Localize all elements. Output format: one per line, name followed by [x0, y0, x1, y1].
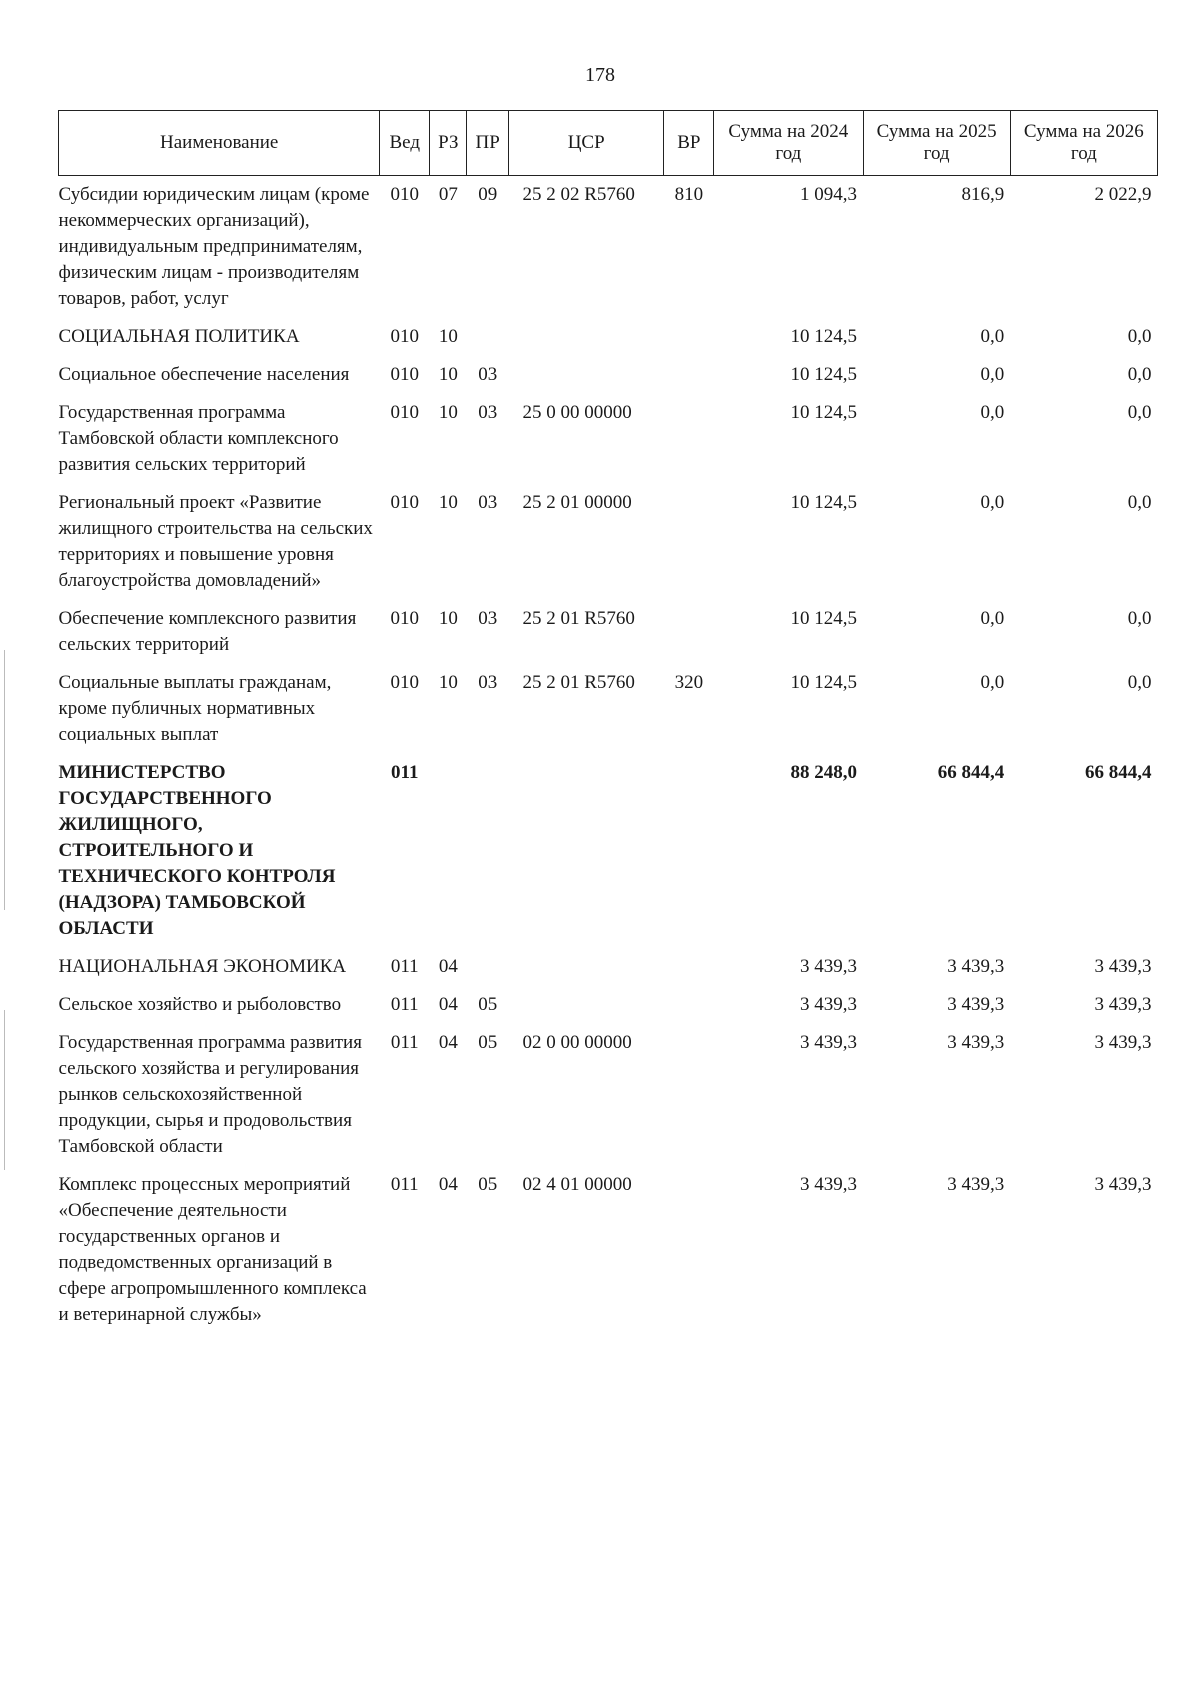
cell-ved: 011 [391, 762, 419, 783]
cell-vr: 810 [674, 184, 704, 205]
cell-sum2025: 0,0 [980, 364, 1005, 385]
cell-csr [508, 356, 664, 394]
cell-ved: 010 [390, 672, 420, 693]
cell-sum2026: 3 439,3 [1094, 1174, 1152, 1195]
cell-name: Региональный проект «Развитие жилищного строительства на сельских территориях и повышение уровня благоустройства домовладений» [58, 492, 373, 591]
scan-edge-mark [4, 650, 5, 910]
cell-vr: 320 [674, 672, 704, 693]
cell-csr: 25 2 01 00000 [522, 492, 632, 513]
cell-vr [664, 754, 714, 948]
cell-pr: 05 [478, 994, 498, 1015]
cell-sum2024: 10 124,5 [790, 608, 858, 629]
page-number: 178 [585, 64, 615, 86]
cell-sum2024: 10 124,5 [790, 492, 858, 513]
cell-vr [664, 356, 714, 394]
cell-sum2024: 3 439,3 [800, 1174, 858, 1195]
cell-csr: 02 0 00 00000 [522, 1032, 632, 1053]
cell-sum2026: 3 439,3 [1094, 1032, 1152, 1053]
cell-rz: 04 [438, 1032, 458, 1053]
header-name: Наименование [59, 111, 380, 176]
cell-sum2024: 88 248,0 [790, 762, 858, 783]
cell-rz: 04 [438, 956, 458, 977]
cell-sum2026: 0,0 [1127, 364, 1152, 385]
cell-pr: 05 [478, 1174, 498, 1195]
cell-sum2026: 3 439,3 [1094, 994, 1152, 1015]
cell-ved: 010 [390, 326, 420, 347]
cell-csr [508, 318, 664, 356]
cell-sum2026: 0,0 [1127, 492, 1152, 513]
cell-name: Государственная программа развития сельского хозяйства и регулирования рынков сельскохозяйственной продукции, сырья и продовольствия Тамбовской области [58, 1032, 362, 1157]
cell-sum2024: 10 124,5 [790, 364, 858, 385]
cell-pr: 03 [478, 364, 498, 385]
cell-sum2024: 10 124,5 [790, 402, 858, 423]
cell-rz: 10 [438, 608, 458, 629]
cell-rz: 04 [438, 994, 458, 1015]
cell-vr [664, 600, 714, 664]
cell-sum2025: 3 439,3 [947, 1032, 1005, 1053]
cell-sum2024: 10 124,5 [790, 326, 858, 347]
cell-pr [467, 754, 508, 948]
cell-ved: 010 [390, 402, 420, 423]
cell-vr [664, 484, 714, 600]
cell-vr [664, 1024, 714, 1166]
cell-sum2026: 0,0 [1127, 326, 1152, 347]
cell-csr [508, 986, 664, 1024]
cell-sum2026: 66 844,4 [1085, 762, 1152, 783]
cell-sum2025: 0,0 [980, 492, 1005, 513]
cell-rz [430, 754, 467, 948]
cell-rz: 10 [438, 364, 458, 385]
table-body [59, 176, 1158, 1335]
table-row [59, 356, 1158, 394]
cell-vr [664, 986, 714, 1024]
cell-sum2025: 0,0 [980, 326, 1005, 347]
cell-sum2026: 2 022,9 [1094, 184, 1152, 205]
budget-table [58, 110, 1158, 1334]
cell-ved: 010 [390, 492, 420, 513]
cell-rz: 10 [438, 402, 458, 423]
table-row [59, 484, 1158, 600]
table-row [59, 754, 1158, 948]
header-sum-2026: Сумма на 2026 год [1010, 111, 1157, 176]
cell-name: НАЦИОНАЛЬНАЯ ЭКОНОМИКА [58, 956, 347, 977]
cell-name: МИНИСТЕРСТВО ГОСУДАРСТВЕННОГО ЖИЛИЩНОГО, СТРОИТЕЛЬНОГО И ТЕХНИЧЕСКОГО КОНТРОЛЯ (НАДЗОРА) ТАМБОВСКОЙ ОБЛАСТИ [58, 762, 336, 939]
cell-vr [664, 948, 714, 986]
cell-csr [508, 754, 664, 948]
cell-pr: 03 [478, 608, 498, 629]
header-pr: ПР [467, 111, 508, 176]
header-rz: РЗ [430, 111, 467, 176]
cell-ved: 011 [390, 956, 419, 977]
cell-name: Субсидии юридическим лицам (кроме некоммерческих организаций), индивидуальным предпринимателям, физическим лицам - производителям товаров, работ, услуг [58, 184, 370, 309]
cell-csr [508, 948, 664, 986]
table-row [59, 176, 1158, 319]
table-row [59, 1166, 1158, 1334]
table-row [59, 318, 1158, 356]
cell-sum2024: 3 439,3 [800, 956, 858, 977]
cell-rz: 10 [438, 672, 458, 693]
cell-ved: 010 [390, 608, 420, 629]
cell-sum2025: 3 439,3 [947, 1174, 1005, 1195]
cell-ved: 011 [390, 994, 419, 1015]
cell-rz: 10 [438, 492, 458, 513]
header-csr: ЦСР [508, 111, 664, 176]
cell-pr: 03 [478, 402, 498, 423]
cell-pr: 05 [478, 1032, 498, 1053]
table-header-row [59, 111, 1158, 176]
cell-sum2025: 66 844,4 [937, 762, 1005, 783]
cell-sum2026: 0,0 [1127, 672, 1152, 693]
cell-ved: 011 [390, 1032, 419, 1053]
cell-ved: 010 [390, 364, 420, 385]
scan-edge-mark [4, 1010, 5, 1170]
cell-sum2025: 0,0 [980, 402, 1005, 423]
cell-pr [467, 318, 508, 356]
cell-pr: 09 [478, 184, 498, 205]
cell-vr [664, 1166, 714, 1334]
header-vr: ВР [664, 111, 714, 176]
table-row [59, 986, 1158, 1024]
cell-csr: 25 2 01 R5760 [522, 608, 635, 629]
cell-sum2025: 0,0 [980, 672, 1005, 693]
cell-ved: 010 [390, 184, 420, 205]
cell-sum2024: 10 124,5 [790, 672, 858, 693]
table-row [59, 1024, 1158, 1166]
cell-csr: 02 4 01 00000 [522, 1174, 632, 1195]
cell-pr: 03 [478, 492, 498, 513]
header-sum-2025: Сумма на 2025 год [863, 111, 1010, 176]
cell-sum2024: 3 439,3 [800, 1032, 858, 1053]
cell-sum2024: 3 439,3 [800, 994, 858, 1015]
cell-sum2025: 0,0 [980, 608, 1005, 629]
cell-csr: 25 0 00 00000 [522, 402, 632, 423]
cell-name: Комплекс процессных мероприятий «Обеспечение деятельности государственных органов и подведомственных организаций в сфере агропромышленного комплекса и ветеринарной службы» [58, 1174, 367, 1325]
header-sum-2024: Сумма на 2024 год [714, 111, 863, 176]
cell-name: Социальные выплаты гражданам, кроме публичных нормативных социальных выплат [58, 672, 332, 745]
header-ved: Вед [380, 111, 430, 176]
cell-vr [664, 394, 714, 484]
cell-sum2025: 816,9 [961, 184, 1005, 205]
cell-name: Обеспечение комплексного развития сельских территорий [58, 608, 357, 655]
cell-csr: 25 2 02 R5760 [522, 184, 635, 205]
cell-pr [467, 948, 508, 986]
table-row [59, 600, 1158, 664]
cell-rz: 04 [438, 1174, 458, 1195]
cell-sum2026: 0,0 [1127, 608, 1152, 629]
cell-pr: 03 [478, 672, 498, 693]
cell-sum2024: 1 094,3 [800, 184, 858, 205]
cell-sum2026: 0,0 [1127, 402, 1152, 423]
cell-ved: 011 [390, 1174, 419, 1195]
table-row [59, 664, 1158, 754]
cell-sum2026: 3 439,3 [1094, 956, 1152, 977]
cell-vr [664, 318, 714, 356]
table-row [59, 394, 1158, 484]
cell-sum2025: 3 439,3 [947, 994, 1005, 1015]
cell-rz: 10 [438, 326, 458, 347]
cell-name: СОЦИАЛЬНАЯ ПОЛИТИКА [58, 326, 300, 347]
cell-rz: 07 [438, 184, 458, 205]
cell-name: Сельское хозяйство и рыболовство [58, 994, 342, 1015]
cell-name: Государственная программа Тамбовской области комплексного развития сельских территорий [58, 402, 339, 475]
cell-sum2025: 3 439,3 [947, 956, 1005, 977]
table-row [59, 948, 1158, 986]
cell-name: Социальное обеспечение населения [58, 364, 350, 385]
cell-csr: 25 2 01 R5760 [522, 672, 635, 693]
